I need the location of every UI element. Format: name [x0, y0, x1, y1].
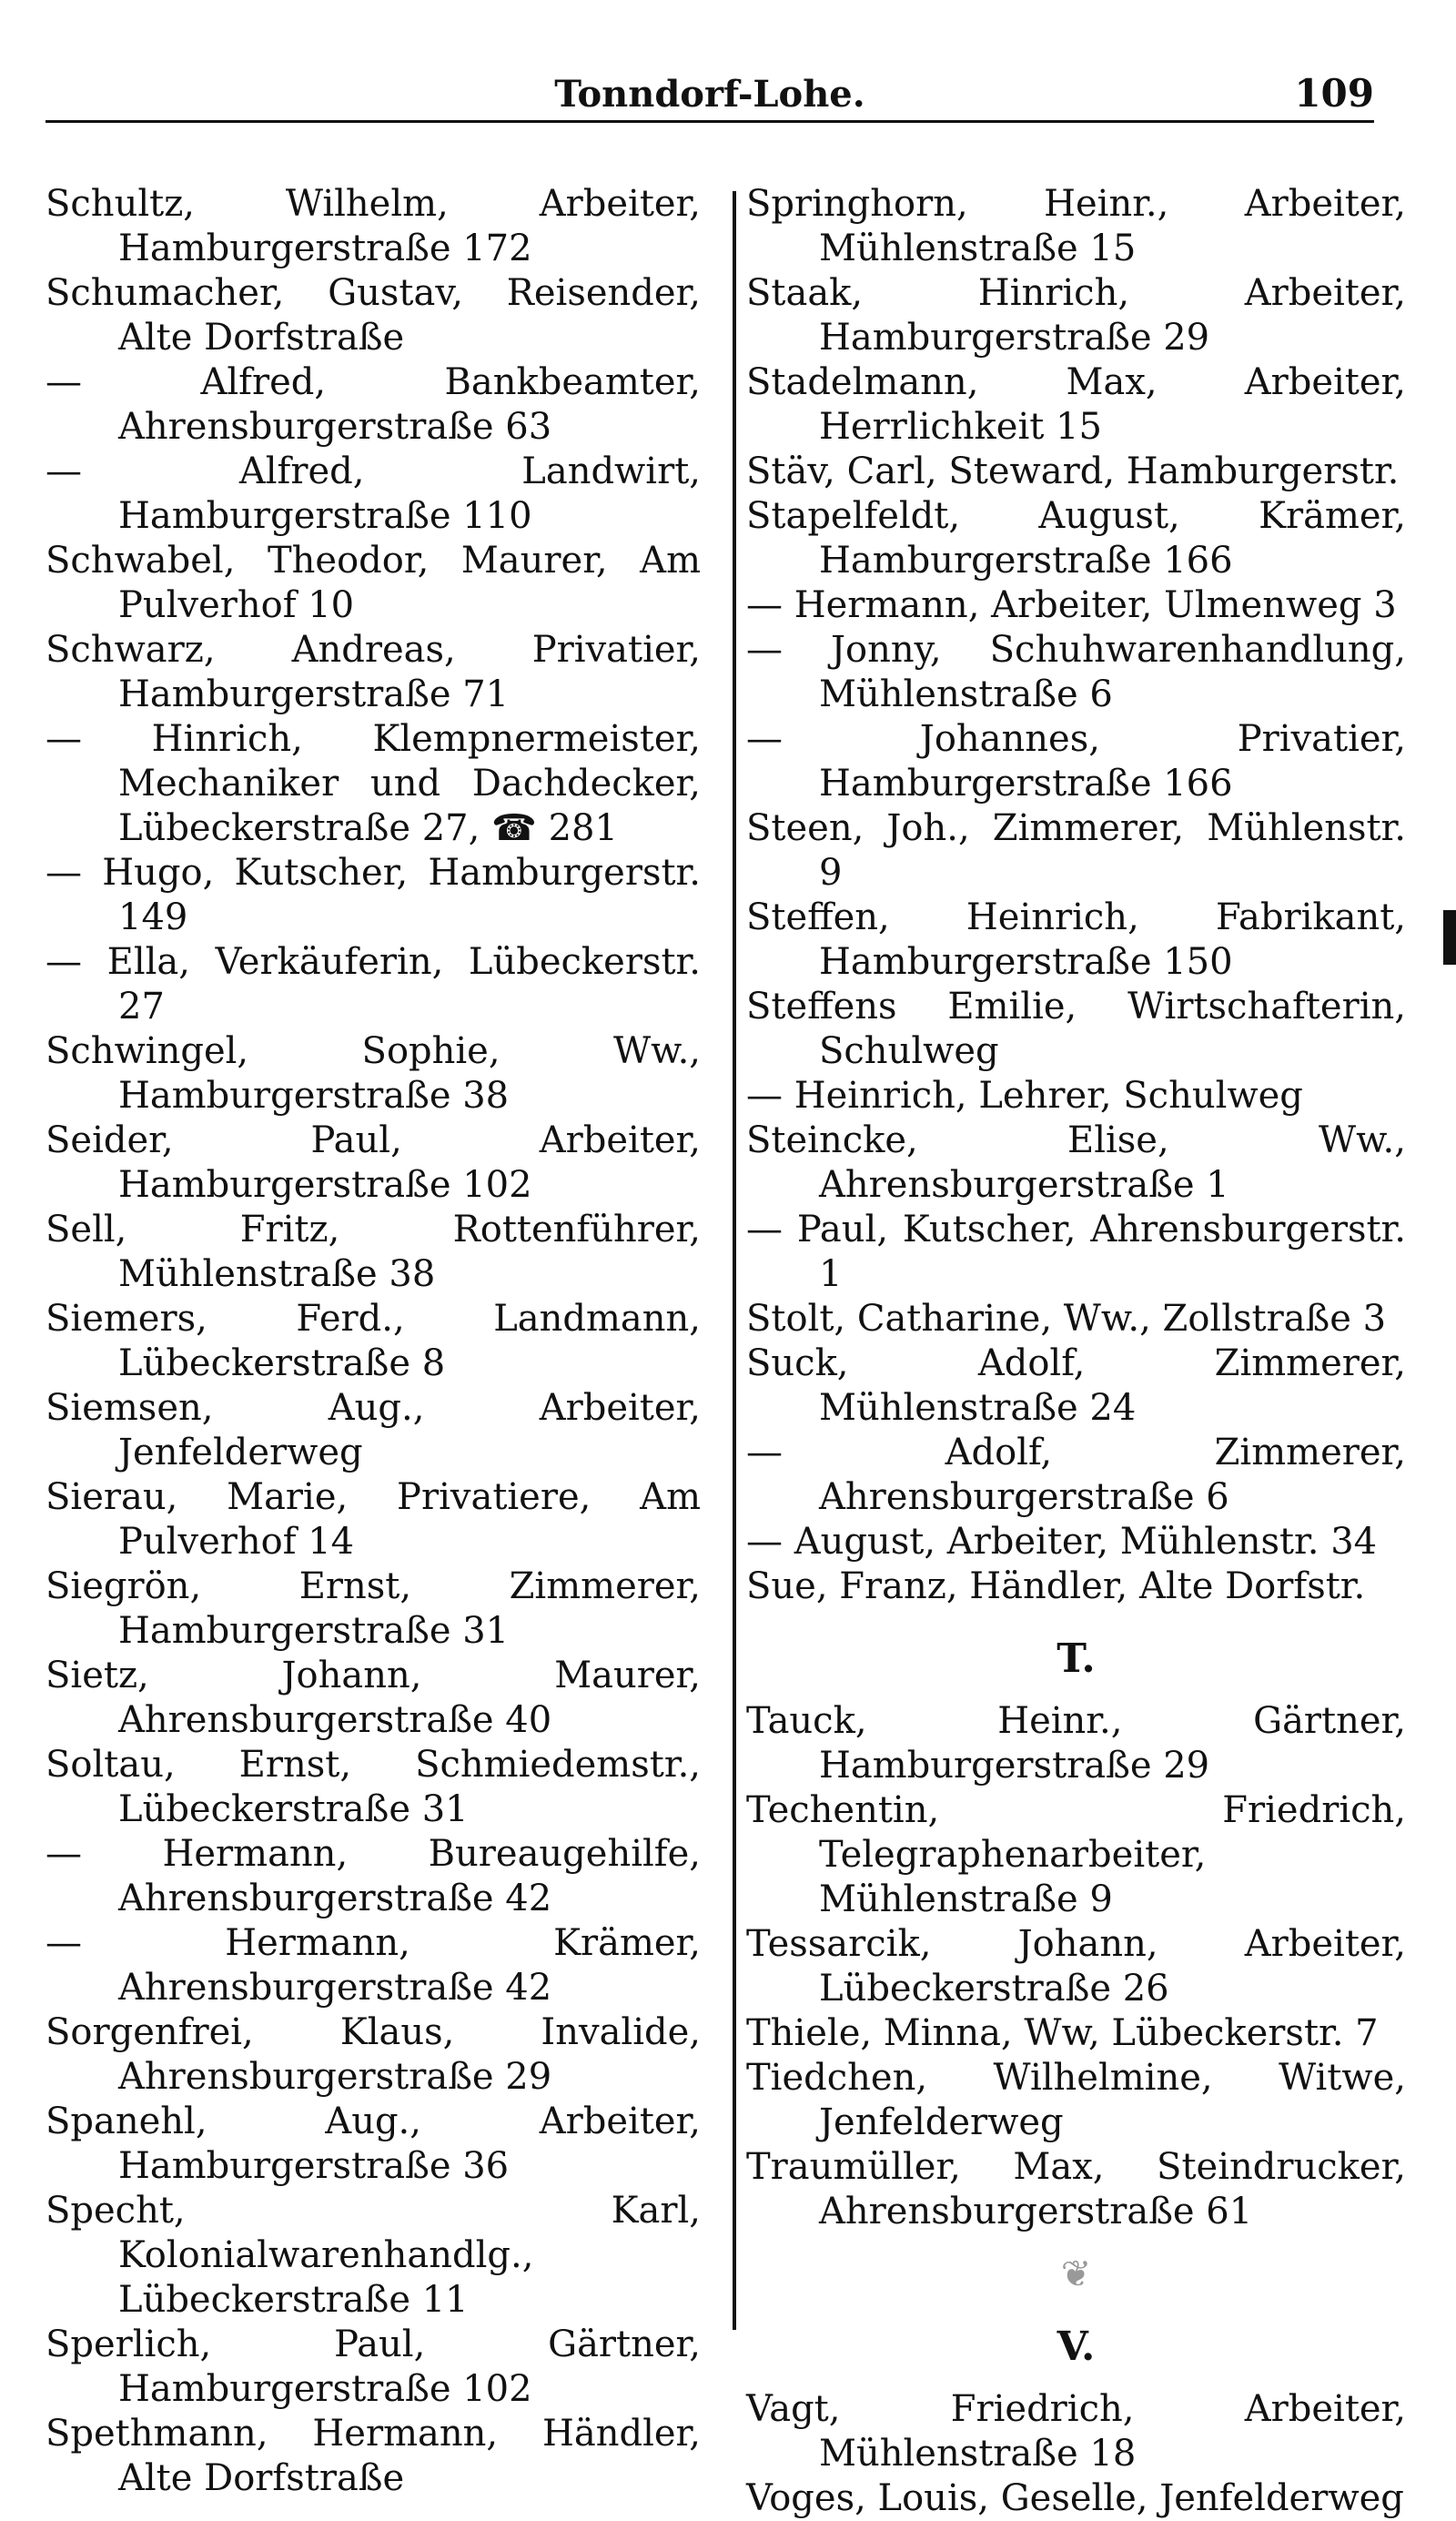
directory-entry: Schumacher, Gustav, Reisender, Alte Dorfstraße: [46, 272, 701, 359]
directory-entry: — Jonny, Schuhwarenhandlung, Mühlenstraße 6: [746, 629, 1406, 715]
section-heading-v: V.: [1057, 2324, 1096, 2370]
directory-entry: Springhorn, Heinr., Arbeiter, Mühlenstraße 15: [746, 183, 1406, 269]
directory-entry: Stolt, Catharine, Ww., Zollstraße 3: [746, 1298, 1387, 1340]
directory-entry: — Heinrich, Lehrer, Schulweg: [746, 1075, 1303, 1117]
directory-entry: — Alfred, Bankbeamter, Ahrensburgerstraße 63: [46, 361, 701, 448]
directory-entry: — Alfred, Landwirt, Hamburgerstraße 110: [46, 451, 701, 537]
section-heading-t: T.: [1057, 1635, 1096, 1682]
page-number: 109: [1294, 71, 1374, 116]
directory-entry: Sperlich, Paul, Gärtner, Hamburgerstraße 102: [46, 2324, 701, 2410]
directory-entry: — Hugo, Kutscher, Hamburgerstr. 149: [46, 852, 701, 938]
directory-entry: Siemsen, Aug., Arbeiter, Jenfelderweg: [46, 1387, 701, 1473]
directory-entry: — Hermann, Arbeiter, Ulmenweg 3: [746, 584, 1397, 626]
directory-entry: Schwarz, Andreas, Privatier, Hamburgerstraße 71: [46, 629, 701, 715]
directory-entry: Staak, Hinrich, Arbeiter, Hamburgerstraße 29: [746, 272, 1406, 359]
directory-entry: Techentin, Friedrich, Telegraphenarbeiter, Mühlenstraße 9: [746, 1789, 1406, 1920]
directory-entry: — Hinrich, Klempnermeister, Mechaniker und Dachdecker, Lübeckerstraße 27, ☎ 281: [46, 718, 701, 849]
directory-entry: Voges, Louis, Geselle, Jenfelderweg: [746, 2477, 1404, 2519]
directory-entry: Tessarcik, Johann, Arbeiter, Lübeckerstraße 26: [746, 1923, 1406, 2010]
left-column: [46, 182, 701, 2501]
directory-entry: Spanehl, Aug., Arbeiter, Hamburgerstraße 36: [46, 2101, 701, 2187]
directory-entry: — Johannes, Privatier, Hamburgerstraße 166: [746, 718, 1406, 805]
directory-entry: Sierau, Marie, Privatiere, Am Pulverhof 14: [46, 1476, 701, 1563]
directory-entry: Specht, Karl, Kolonialwarenhandlg., Lübeckerstraße 11: [46, 2190, 701, 2321]
directory-entry: Vagt, Friedrich, Arbeiter, Mühlenstraße 18: [746, 2388, 1406, 2475]
page-header: [46, 66, 1374, 123]
directory-entry: Thiele, Minna, Ww, Lübeckerstr. 7: [746, 2012, 1379, 2054]
directory-entry: Sell, Fritz, Rottenführer, Mühlenstraße 38: [46, 1209, 701, 1295]
right-column: [746, 182, 1406, 2521]
page-title: Tonndorf-Lohe.: [554, 73, 865, 116]
directory-entry: Traumüller, Max, Steindrucker, Ahrensburgerstraße 61: [746, 2146, 1406, 2232]
directory-entry: Sue, Franz, Händler, Alte Dorfstr.: [746, 1565, 1366, 1607]
directory-entry: — August, Arbeiter, Mühlenstr. 34: [746, 1521, 1378, 1563]
directory-entry: Soltau, Ernst, Schmiedemstr., Lübeckerstraße 31: [46, 1744, 701, 1830]
directory-entry: Siemers, Ferd., Landmann, Lübeckerstraße 8: [46, 1298, 701, 1384]
directory-entry: Steen, Joh., Zimmerer, Mühlenstr. 9: [746, 807, 1406, 894]
directory-entry: Stapelfeldt, August, Krämer, Hamburgerstraße 166: [746, 495, 1406, 582]
directory-entry: Schultz, Wilhelm, Arbeiter, Hamburgerstraße 172: [46, 183, 701, 269]
directory-entry: Siegrön, Ernst, Zimmerer, Hamburgerstraße 31: [46, 1565, 701, 1652]
directory-entry: Sorgenfrei, Klaus, Invalide, Ahrensburgerstraße 29: [46, 2011, 701, 2098]
directory-entry: Schwabel, Theodor, Maurer, Am Pulverhof 10: [46, 540, 701, 626]
ornament-icon: ❦: [1060, 2253, 1092, 2295]
directory-entry: Steffen, Heinrich, Fabrikant, Hamburgerstraße 150: [746, 896, 1406, 983]
directory-entry: Tiedchen, Wilhelmine, Witwe, Jenfelderweg: [746, 2057, 1406, 2143]
directory-entry: Stadelmann, Max, Arbeiter, Herrlichkeit 15: [746, 361, 1406, 448]
directory-entry: — Hermann, Bureaugehilfe, Ahrensburgerstraße 42: [46, 1833, 701, 1919]
directory-entry: Schwingel, Sophie, Ww., Hamburgerstraße 38: [46, 1030, 701, 1117]
column-divider: [733, 191, 736, 2330]
directory-entry: Tauck, Heinr., Gärtner, Hamburgerstraße 29: [746, 1700, 1406, 1787]
directory-entry: — Adolf, Zimmerer, Ahrensburgerstraße 6: [746, 1432, 1406, 1518]
directory-entry: Steincke, Elise, Ww., Ahrensburgerstraße 1: [746, 1119, 1406, 1206]
directory-entry: — Paul, Kutscher, Ahrensburgerstr. 1: [746, 1209, 1406, 1295]
directory-entry: — Hermann, Krämer, Ahrensburgerstraße 42: [46, 1922, 701, 2009]
directory-entry: Seider, Paul, Arbeiter, Hamburgerstraße 102: [46, 1119, 701, 1206]
thumb-index-tab: [1443, 910, 1456, 965]
directory-entry: Sietz, Johann, Maurer, Ahrensburgerstraße 40: [46, 1655, 701, 1741]
directory-entry: Steffens Emilie, Wirtschafterin, Schulweg: [746, 986, 1406, 1072]
directory-entry: — Ella, Verkäuferin, Lübeckerstr. 27: [46, 941, 701, 1028]
directory-entry: Spethmann, Hermann, Händler, Alte Dorfstraße: [46, 2413, 701, 2499]
directory-entry: Suck, Adolf, Zimmerer, Mühlenstraße 24: [746, 1342, 1406, 1429]
directory-entry: Stäv, Carl, Steward, Hamburgerstr.: [746, 451, 1400, 492]
